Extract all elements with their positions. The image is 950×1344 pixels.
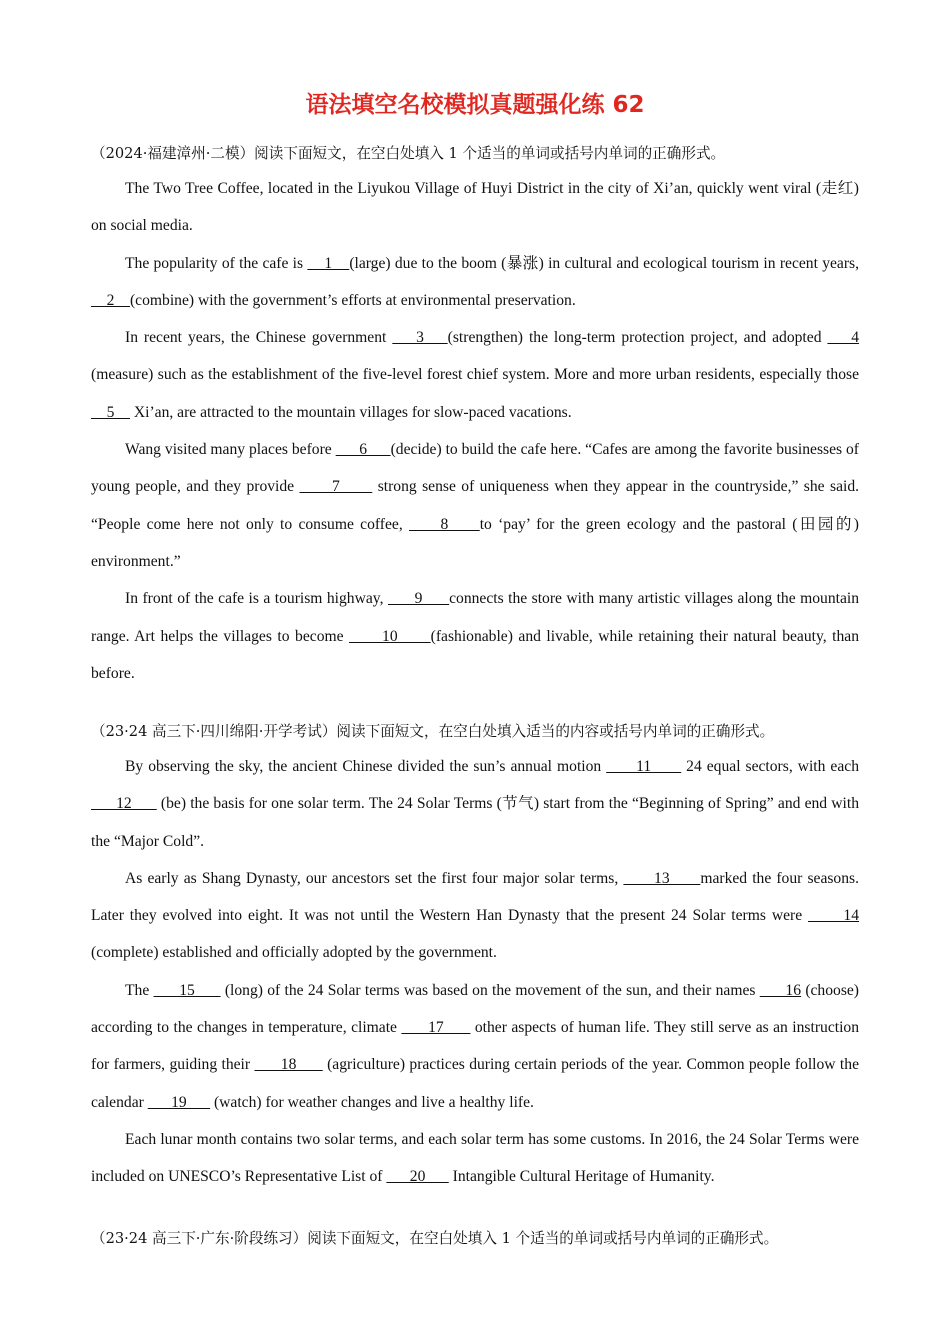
page-title: 语法填空名校模拟真题强化练 62	[305, 92, 645, 118]
answer-blank[interactable]: 17	[401, 1019, 471, 1037]
answer-blank[interactable]: 5	[91, 403, 130, 421]
section-3	[91, 1229, 859, 1249]
answer-blank[interactable]: 14	[808, 907, 860, 925]
paragraph: The popularity of the cafe is 1 (large) due to the boom (暴涨) in cultural and ecological tourism in recent years, 2 (combine) with the government’s efforts at environmental preservation.	[91, 254, 859, 309]
answer-blank[interactable]: 12	[91, 795, 157, 813]
answer-blank[interactable]: 4	[827, 329, 860, 347]
answer-blank[interactable]: 20	[386, 1168, 449, 1186]
answer-blank[interactable]: 9	[387, 590, 450, 608]
paragraph: The 15 (long) of the 24 Solar terms was based on the movement of the sun, and their names 16 (choose) according to the changes in temperature, climate 17 other aspects of human life. They still serve as an instruction for farmers, guiding their 18 (agriculture) practices during certain periods of the year. Common people follow the calendar 19 (watch) for weather changes and live a healthy life.	[91, 981, 860, 1111]
answer-blank[interactable]: 1	[307, 254, 350, 272]
paragraph: Each lunar month contains two solar terms, and each solar term has some customs. In 2016, the 24 Solar Terms were included on UNESCO’s Representative List of 20 Intangible Cultural Heritage of Humanity.	[91, 1130, 859, 1186]
paragraph: Wang visited many places before 6 (decide) to build the cafe here. “Cafes are among the favorite businesses of young people, and they provide 7 strong sense of uniqueness when they appear in the countryside,” she said. “People come here not only to consume coffee, 8 to ‘pay’ for the green ecology and the pastoral (田园的) environment.”	[91, 441, 860, 570]
section-instruction: （23·24 高三下·四川绵阳·开学考试）阅读下面短文，在空白处填入适当的内容或括号内单词的正确形式。	[91, 723, 775, 740]
answer-blank[interactable]: 15	[153, 981, 221, 999]
answer-blank[interactable]: 13	[623, 869, 701, 887]
answer-blank[interactable]: 11	[606, 758, 682, 775]
paragraph: The Two Tree Coffee, located in the Liyukou Village of Huyi District in the city of Xi’an, quickly went viral (走红) on social media.	[91, 180, 859, 235]
paragraph: By observing the sky, the ancient Chinese divided the sun’s annual motion 11 24 equal sectors, with each 12 (be) the basis for one solar term. The 24 Solar Terms (节气) start from the “Beginning of Spring” and end with the “Major Cold”.	[91, 758, 860, 850]
passage	[91, 170, 859, 692]
section-instruction: （23·24 高三下·广东·阶段练习）阅读下面短文，在空白处填入 1 个适当的单词或括号内单词的正确形式。	[91, 1230, 779, 1247]
paragraph: In recent years, the Chinese government 3 (strengthen) the long-term protection project, and adopted 4 (measure) such as the establishment of the five-level forest chief system. More and more urban residents, especially those 5 Xi’an, are attracted to the mountain villages for slow-paced vacations.	[91, 329, 860, 421]
paragraph: As early as Shang Dynasty, our ancestors set the first four major solar terms, 13 marked the four seasons. Later they evolved into eight. It was not until the Western Han Dynasty that the present 24 Solar terms were 14 (complete) established and officially adopted by the government.	[91, 869, 860, 962]
answer-blank[interactable]: 19	[147, 1093, 211, 1111]
answer-blank[interactable]: 18	[254, 1056, 323, 1074]
passage	[91, 748, 859, 1196]
answer-blank[interactable]: 6	[335, 441, 391, 459]
section-2	[91, 722, 859, 1196]
section-instruction: （2024·福建漳州·二模）阅读下面短文，在空白处填入 1 个适当的单词或括号内单词的正确形式。	[91, 145, 726, 162]
answer-blank[interactable]: 16	[759, 981, 802, 999]
answer-blank[interactable]: 3	[392, 329, 448, 347]
section-1	[91, 144, 859, 692]
answer-blank[interactable]: 10	[349, 627, 431, 645]
answer-blank[interactable]: 8	[409, 515, 480, 533]
answer-blank[interactable]: 2	[91, 291, 130, 309]
answer-blank[interactable]: 7	[299, 478, 373, 496]
paragraph: In front of the cafe is a tourism highway, 9 connects the store with many artistic villages along the mountain range. Art helps the villages to become 10 (fashionable) and livable, while retaining their natural beauty, than before.	[91, 590, 860, 682]
